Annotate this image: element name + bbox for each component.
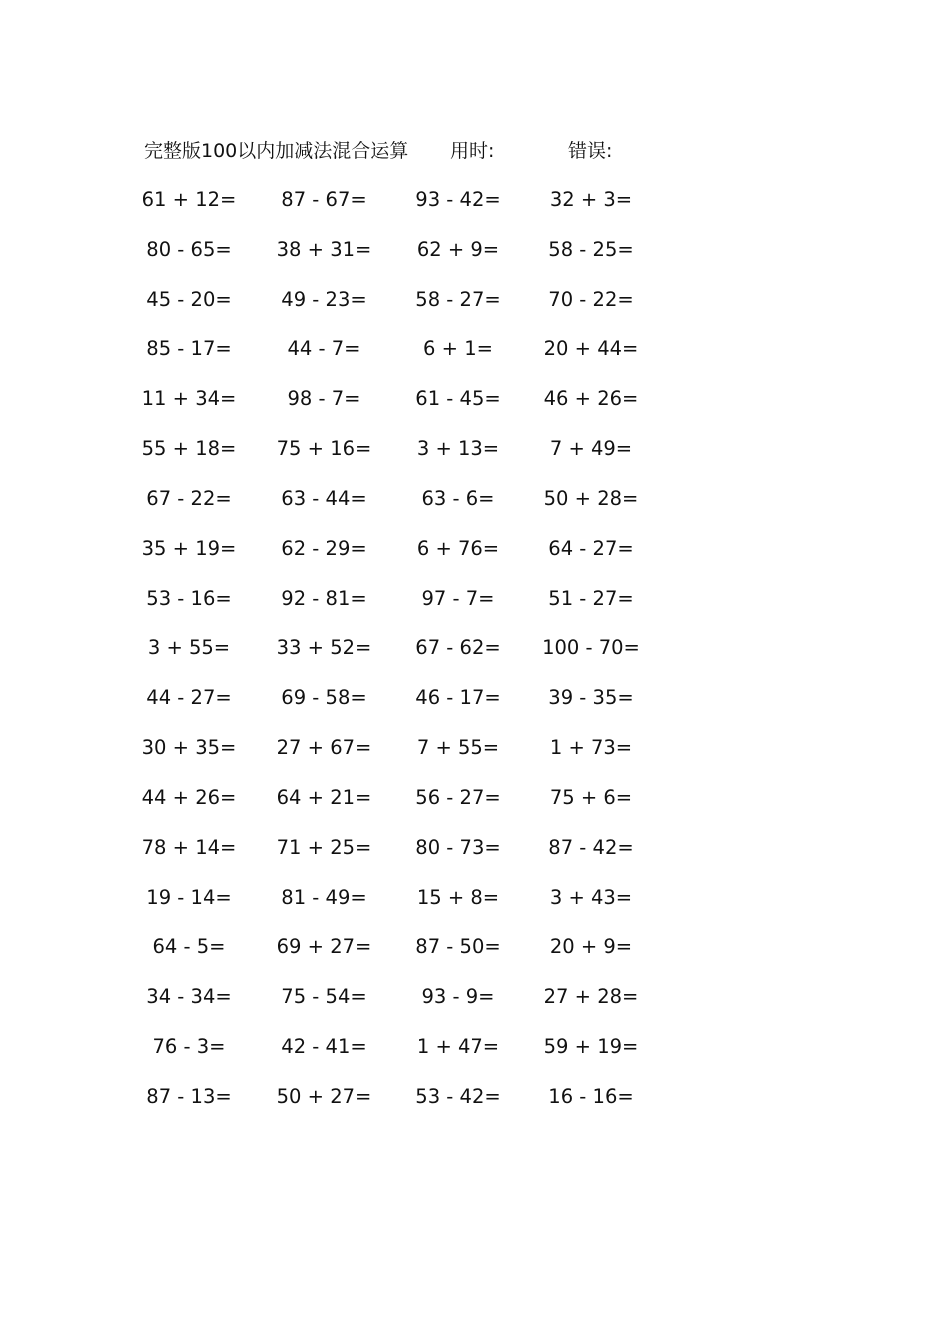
problem-item: 61 + 12= <box>141 188 237 211</box>
problem-item: 55 + 18= <box>141 437 237 461</box>
problem-item: 33 + 52= <box>276 636 372 660</box>
problem-item: 81 - 49= <box>281 885 367 909</box>
problem-item: 64 - 27= <box>548 536 634 560</box>
problem-item: 59 + 19= <box>543 1035 639 1059</box>
problem-row <box>0 834 950 884</box>
problem-row <box>0 485 950 535</box>
problem-item: 98 - 7= <box>287 387 361 411</box>
problem-item: 27 + 67= <box>276 736 372 760</box>
problem-item: 63 - 44= <box>281 486 367 510</box>
problem-item: 30 + 35= <box>141 736 237 760</box>
problem-item: 56 - 27= <box>415 785 501 809</box>
problem-item: 80 - 65= <box>146 237 232 261</box>
problem-grid <box>0 186 950 1133</box>
problem-item: 53 - 42= <box>415 1084 501 1108</box>
problem-item: 46 + 26= <box>543 387 639 411</box>
problem-item: 50 + 27= <box>276 1084 372 1108</box>
problem-item: 100 - 70= <box>542 636 640 660</box>
problem-item: 67 - 62= <box>415 636 501 660</box>
problem-item: 75 + 16= <box>276 437 372 461</box>
problem-row <box>0 585 950 635</box>
problem-item: 87 - 42= <box>548 835 634 859</box>
problem-item: 42 - 41= <box>281 1035 367 1059</box>
problem-item: 87 - 50= <box>415 935 501 959</box>
problem-item: 6 + 1= <box>423 337 493 361</box>
problem-item: 32 + 3= <box>549 188 633 211</box>
problem-item: 3 + 43= <box>549 885 633 909</box>
problem-item: 39 - 35= <box>548 686 634 710</box>
problem-row <box>0 535 950 585</box>
problem-item: 87 - 13= <box>146 1084 232 1108</box>
problem-item: 97 - 7= <box>421 586 495 610</box>
problem-item: 11 + 34= <box>141 387 237 411</box>
problem-row <box>0 286 950 336</box>
problem-item: 92 - 81= <box>281 586 367 610</box>
problem-row <box>0 734 950 784</box>
problem-item: 46 - 17= <box>415 686 501 710</box>
worksheet-title: 完整版100以内加减法混合运算 <box>144 140 409 162</box>
problem-item: 27 + 28= <box>543 985 639 1009</box>
problem-item: 93 - 42= <box>415 188 501 211</box>
problem-item: 71 + 25= <box>276 835 372 859</box>
problem-item: 85 - 17= <box>146 337 232 361</box>
problem-item: 67 - 22= <box>146 486 232 510</box>
problem-item: 58 - 27= <box>415 287 501 311</box>
problem-row <box>0 983 950 1033</box>
problem-row <box>0 933 950 983</box>
problem-row <box>0 684 950 734</box>
problem-row <box>0 236 950 286</box>
problem-item: 1 + 47= <box>416 1035 500 1059</box>
problem-item: 76 - 3= <box>152 1035 226 1059</box>
problem-item: 6 + 76= <box>416 536 500 560</box>
problem-item: 87 - 67= <box>281 188 367 211</box>
problem-row <box>0 1083 950 1133</box>
problem-item: 3 + 55= <box>147 636 231 660</box>
problem-item: 51 - 27= <box>548 586 634 610</box>
problem-item: 63 - 6= <box>421 486 495 510</box>
problem-item: 80 - 73= <box>415 835 501 859</box>
problem-item: 75 + 6= <box>549 785 633 809</box>
problem-row <box>0 884 950 934</box>
problem-item: 62 + 9= <box>416 237 500 261</box>
problem-item: 53 - 16= <box>146 586 232 610</box>
problem-item: 1 + 73= <box>549 736 633 760</box>
problem-item: 75 - 54= <box>281 985 367 1009</box>
problem-row <box>0 385 950 435</box>
problem-item: 93 - 9= <box>421 985 495 1009</box>
problem-item: 35 + 19= <box>141 536 237 560</box>
problem-row <box>0 1033 950 1083</box>
problem-item: 7 + 49= <box>549 437 633 461</box>
problem-item: 78 + 14= <box>141 835 237 859</box>
problem-item: 45 - 20= <box>146 287 232 311</box>
problem-item: 34 - 34= <box>146 985 232 1009</box>
problem-item: 20 + 44= <box>543 337 639 361</box>
problem-item: 15 + 8= <box>416 885 500 909</box>
problem-item: 69 + 27= <box>276 935 372 959</box>
problem-row <box>0 784 950 834</box>
problem-item: 50 + 28= <box>543 486 639 510</box>
problem-item: 19 - 14= <box>146 885 232 909</box>
problem-row <box>0 335 950 385</box>
problem-item: 62 - 29= <box>281 536 367 560</box>
problem-row <box>0 634 950 684</box>
worksheet-header <box>0 137 950 165</box>
problem-item: 44 + 26= <box>141 785 237 809</box>
problem-item: 64 - 5= <box>152 935 226 959</box>
problem-item: 38 + 31= <box>276 237 372 261</box>
time-used-label: 用时: <box>450 140 495 162</box>
problem-item: 64 + 21= <box>276 785 372 809</box>
errors-label: 错误: <box>568 140 613 162</box>
problem-item: 44 - 7= <box>287 337 361 361</box>
problem-item: 20 + 9= <box>549 935 633 959</box>
problem-item: 49 - 23= <box>281 287 367 311</box>
problem-row <box>0 435 950 485</box>
problem-item: 3 + 13= <box>416 437 500 461</box>
problem-item: 69 - 58= <box>281 686 367 710</box>
problem-row <box>0 186 950 236</box>
problem-item: 58 - 25= <box>548 237 634 261</box>
problem-item: 16 - 16= <box>548 1084 634 1108</box>
problem-item: 44 - 27= <box>146 686 232 710</box>
problem-item: 61 - 45= <box>415 387 501 411</box>
problem-item: 70 - 22= <box>548 287 634 311</box>
problem-item: 7 + 55= <box>416 736 500 760</box>
